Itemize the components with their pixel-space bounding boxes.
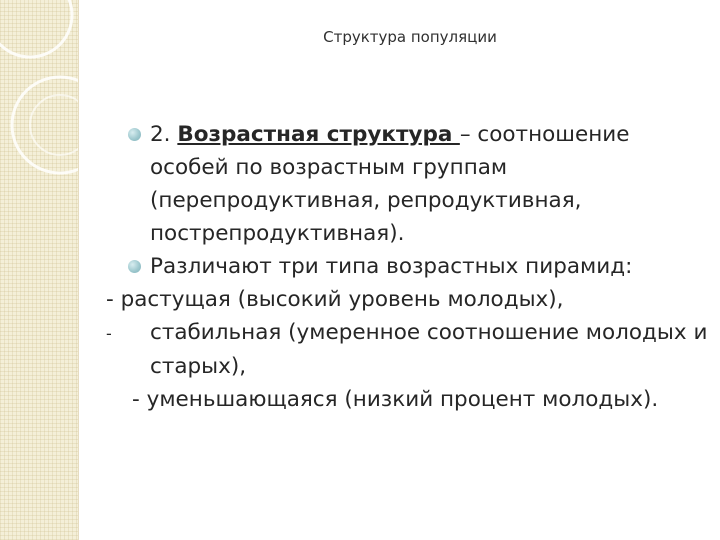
dash-marker: -: [106, 287, 121, 312]
decorative-circles: [0, 0, 78, 540]
bullet-text: Различают три типа возрастных пирамид:: [150, 254, 633, 279]
bullet-item-pyramid-types: [128, 250, 708, 283]
list-item-stable: [106, 316, 708, 383]
bullet-number: 2.: [150, 122, 178, 147]
type-text: растущая (высокий уровень молодых),: [120, 287, 564, 312]
sidebar-divider: [78, 0, 79, 540]
term-age-structure: Возрастная структура: [177, 122, 460, 147]
bullet-item-age-structure: [128, 118, 708, 250]
decorative-sidebar: [0, 0, 78, 540]
dash-marker: -: [132, 387, 147, 412]
type-text: уменьшающаяся (низкий процент молодых).: [146, 387, 659, 412]
list-item-growing: [106, 283, 708, 316]
slide-body: [106, 118, 708, 416]
list-item-declining: [110, 383, 708, 416]
dash-marker: -: [106, 324, 112, 343]
type-text: стабильная (умеренное соотношение молодых и старых),: [150, 320, 708, 379]
bullet-dot-icon: [128, 128, 141, 141]
slide-title: Структура популяции: [323, 28, 497, 46]
bullet-dot-icon: [128, 260, 141, 273]
term-definition: – соотношение особей по возрастным группам (перепродуктивная, репродуктивная, пострепродуктивная).: [150, 122, 630, 246]
